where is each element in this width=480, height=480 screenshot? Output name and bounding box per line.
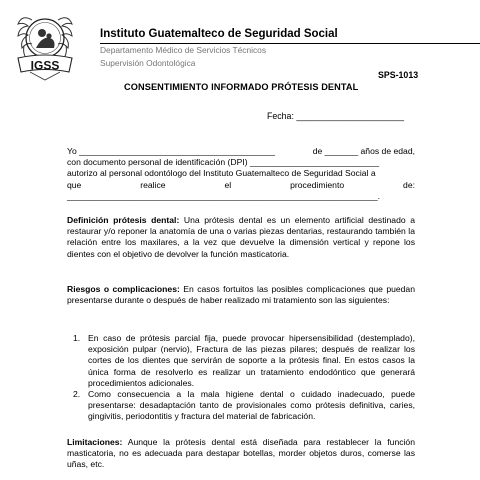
risks-list: [73, 333, 415, 423]
procedure-line[interactable]: _________________________________________________________________.: [67, 190, 381, 201]
document-title: CONSENTIMIENTO INFORMADO PRÓTESIS DENTAL: [124, 82, 359, 92]
procedure-label-line: que realice el procedimiento de:: [67, 179, 415, 190]
limitations-text: Aunque la prótesis dental está diseñada para restablecer la función masticatoria, no es adecuada para destapar botellas, morder objetos duros, comerse las uñas, etc.: [67, 437, 415, 470]
department-name: Departamento Médico de Servicios Técnicos: [100, 45, 267, 55]
patient-info-block: [67, 146, 415, 202]
risks-text: En casos fortuitos las posibles complicaciones que puedan presentarse durante o después de haber realizado mi tratamiento son las siguientes:: [67, 284, 415, 306]
authorization-line: autorizo al personal odontólogo del Instituto Guatemalteco de Seguridad Social a: [67, 168, 376, 179]
limitations-paragraph: [67, 437, 415, 471]
dpi-line[interactable]: con documento personal de identificación (DPI) ___________________________: [67, 157, 380, 168]
list-item: 1. En caso de prótesis parcial fija, puede provocar hipersensibilidad (destemplado), exposición pulpar (nervio), Fractura de las piezas pilares; después de realizar los cortes de los dientes que servirán de soporte a la prótesis final. En estos casos la única forma de resolverlo es realizar un tratamiento endodóntico que generará procedimientos adicionales.: [73, 333, 415, 388]
name-age-line[interactable]: Yo _________________________________________ de _______ años de edad,: [67, 146, 415, 156]
date-field[interactable]: Fecha: ______________________: [267, 111, 404, 121]
definition-paragraph: [67, 215, 415, 260]
definition-text: Una prótesis dental es un elemento artificial destinado a restaurar y/o reponer la anatomía de una o varias piezas dentarias, restaurando también la relación entre los maxilares, a la vez que devuelve la dimensión vertical y repone los dientes con el objetivo de devolver la función masticatoria.: [67, 215, 415, 259]
svg-text:IGSS: IGSS: [30, 58, 60, 73]
risks-heading: Riesgos o complicaciones:: [67, 284, 180, 294]
list-item: 2. Como consecuencia a la mala higiene dental o cuidado inadecuado, puede presentarse: desadaptación tanto de provisionales como prótesis definitiva, caries, gingivitis, periodontitis y fractura del material de fabricación.: [73, 389, 415, 422]
limitations-heading: Limitaciones:: [67, 437, 123, 447]
risks-paragraph: [67, 284, 415, 306]
igss-logo: [10, 6, 80, 82]
definition-heading: Definición prótesis dental:: [67, 215, 180, 225]
supervision-name: Supervisión Odontológica: [100, 58, 196, 68]
institution-name: Instituto Guatemalteco de Seguridad Social: [100, 28, 338, 40]
form-code: SPS-1013: [378, 70, 419, 80]
header-divider: [100, 43, 480, 44]
